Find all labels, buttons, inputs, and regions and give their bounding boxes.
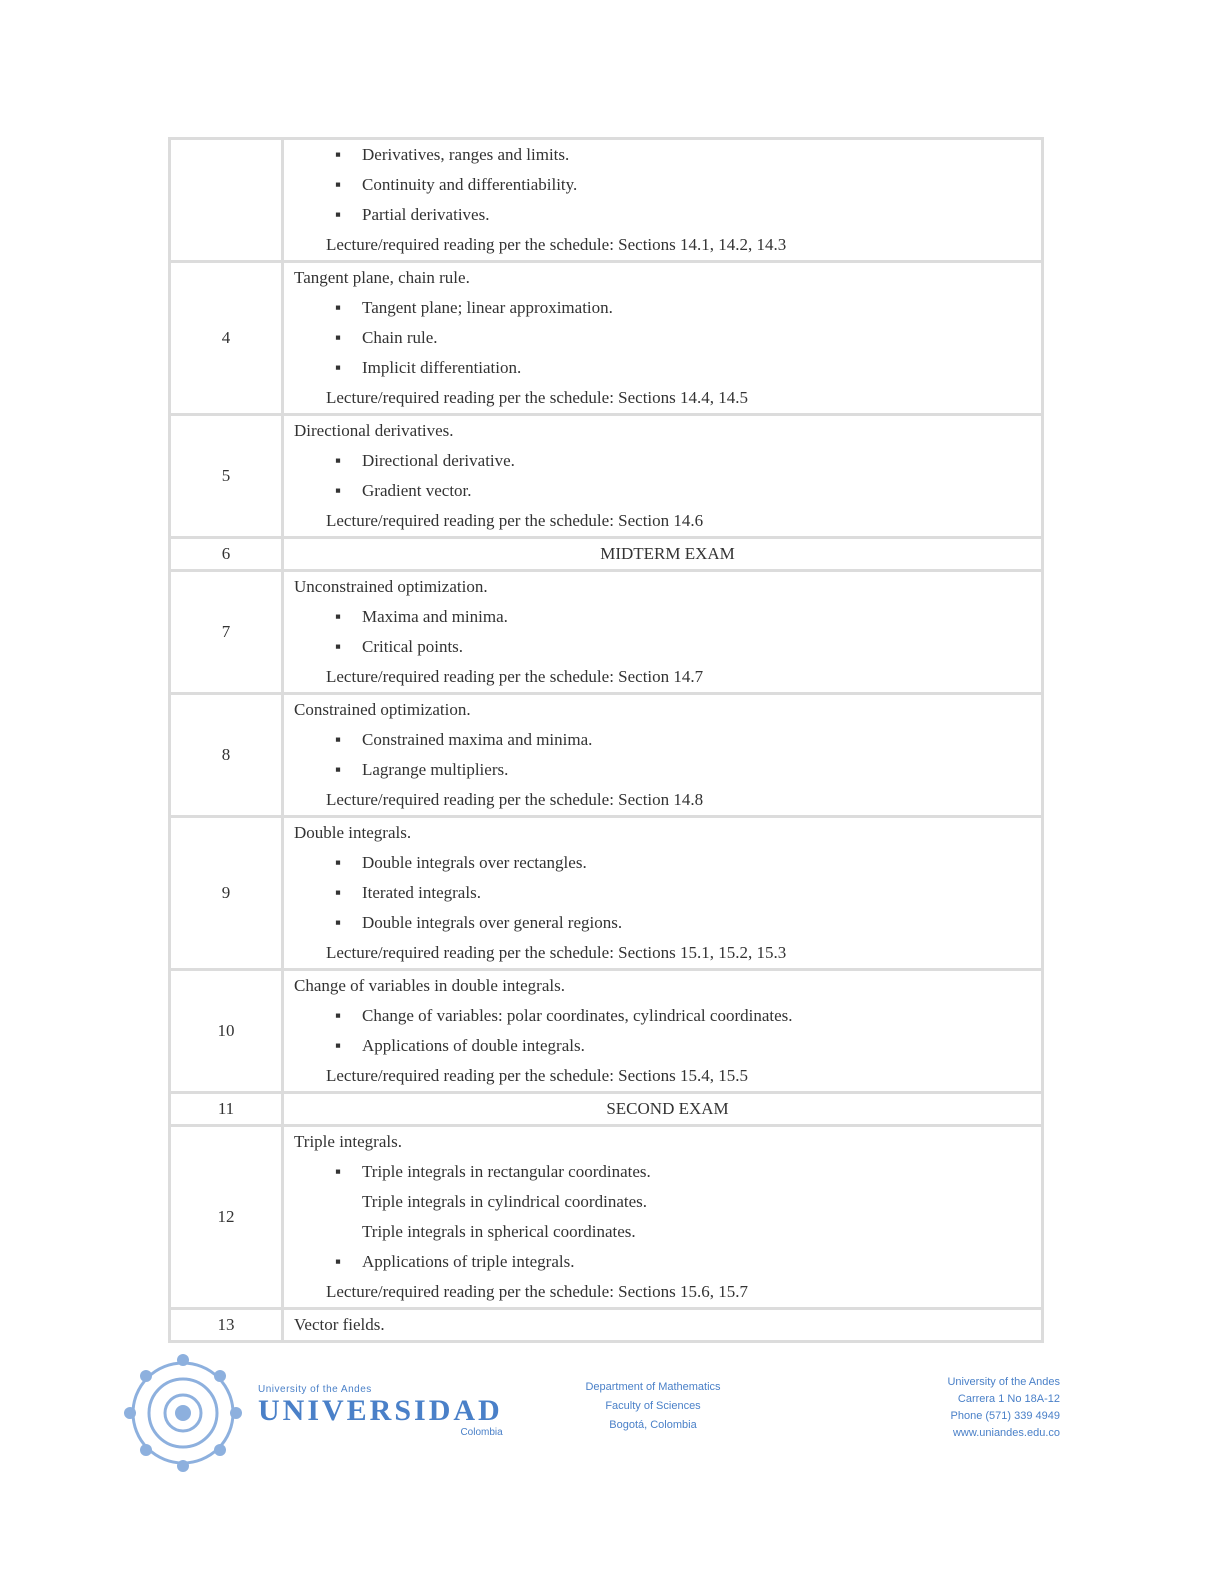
- table-row: [170, 139, 1043, 262]
- bullet-icon: ▪: [334, 205, 342, 224]
- bullet-icon: ▪: [334, 1036, 342, 1055]
- week-number: 6: [170, 538, 283, 571]
- bullet-icon: ▪: [334, 175, 342, 194]
- week-number: 13: [170, 1309, 283, 1342]
- topic-title: Double integrals.: [294, 823, 412, 842]
- topic-title: Constrained optimization.: [294, 700, 471, 719]
- table-row: [170, 1093, 1043, 1126]
- reading-reference: Lecture/required reading per the schedule: Sections 14.1, 14.2, 14.3: [326, 235, 787, 254]
- topic-item-text: Applications of double integrals.: [362, 1036, 585, 1055]
- topic-item: [328, 323, 1041, 353]
- week-number: 9: [170, 817, 283, 970]
- topic-list: [294, 725, 1041, 785]
- table-row: [170, 1126, 1043, 1309]
- reading-reference: Lecture/required reading per the schedule: Section 14.7: [326, 667, 704, 686]
- topic-item: [328, 1187, 1041, 1217]
- topic-item: [328, 1157, 1041, 1187]
- bullet-icon: ▪: [334, 451, 342, 470]
- footer-mid-line: Department of Mathematics: [585, 1381, 721, 1393]
- bullet-icon: ▪: [334, 1006, 342, 1025]
- week-number: 4: [170, 262, 283, 415]
- bullet-icon: ▪: [334, 328, 342, 347]
- topic-item: [328, 878, 1041, 908]
- table-row: [170, 415, 1043, 538]
- bullet-icon: ▪: [334, 1252, 342, 1271]
- topic-item: [328, 140, 1041, 170]
- reading-reference: Lecture/required reading per the schedule: Section 14.6: [326, 511, 704, 530]
- topic-title: Tangent plane, chain rule.: [294, 268, 470, 287]
- topic-title: Triple integrals.: [294, 1132, 402, 1151]
- table-row: [170, 817, 1043, 970]
- week-number: 11: [170, 1093, 283, 1126]
- topic-item-text: Implicit differentiation.: [362, 358, 522, 377]
- week-content: [283, 415, 1043, 538]
- topic-item: [328, 1217, 1041, 1247]
- week-number: 8: [170, 694, 283, 817]
- reading-reference: Lecture/required reading per the schedule: Sections 14.4, 14.5: [326, 388, 749, 407]
- table-row: [170, 538, 1043, 571]
- bullet-icon: ▪: [334, 853, 342, 872]
- bullet-icon: ▪: [334, 1162, 342, 1181]
- topic-item-text: Applications of triple integrals.: [362, 1252, 575, 1271]
- week-content: [283, 817, 1043, 970]
- topic-item-text: Chain rule.: [362, 328, 438, 347]
- topic-title: Unconstrained optimization.: [294, 577, 488, 596]
- week-content: [283, 139, 1043, 262]
- table-row: [170, 571, 1043, 694]
- table-row: [170, 694, 1043, 817]
- table-row: [170, 1309, 1043, 1342]
- topic-item-text: Directional derivative.: [362, 451, 515, 470]
- topic-item-text: Double integrals over rectangles.: [362, 853, 587, 872]
- bullet-icon: ▪: [334, 760, 342, 779]
- topic-item: [328, 602, 1041, 632]
- topic-item-text: Triple integrals in cylindrical coordinates.: [362, 1192, 647, 1211]
- topic-item-text: Partial derivatives.: [362, 205, 490, 224]
- reading-reference: Lecture/required reading per the schedule: Sections 15.4, 15.5: [326, 1066, 749, 1085]
- topic-list: [294, 1001, 1041, 1061]
- footer-address: [860, 1374, 1060, 1442]
- topic-item-text: Derivatives, ranges and limits.: [362, 145, 570, 164]
- university-name: UNIVERSIDAD: [258, 1394, 503, 1427]
- topic-item: [328, 446, 1041, 476]
- bullet-icon: ▪: [334, 298, 342, 317]
- topic-item-text: Constrained maxima and minima.: [362, 730, 593, 749]
- bullet-icon: ▪: [334, 730, 342, 749]
- footer-right-line: University of the Andes: [947, 1376, 1060, 1388]
- page-footer: [0, 1340, 1224, 1480]
- topic-title: Vector fields.: [294, 1315, 385, 1334]
- week-content: [283, 970, 1043, 1093]
- university-small-text: University of the Andes: [258, 1384, 372, 1395]
- university-country: Colombia: [460, 1427, 503, 1438]
- table-row: [170, 262, 1043, 415]
- topic-item: [328, 200, 1041, 230]
- footer-right-line: Phone (571) 339 4949: [950, 1410, 1060, 1422]
- footer-right-line: www.uniandes.edu.co: [952, 1427, 1060, 1439]
- syllabus-table: [168, 137, 1044, 1343]
- week-content: [283, 262, 1043, 415]
- topic-item: [328, 1031, 1041, 1061]
- reading-reference: Lecture/required reading per the schedule: Section 14.8: [326, 790, 704, 809]
- topic-item: [328, 170, 1041, 200]
- topic-list: [294, 140, 1041, 230]
- topic-item-text: Critical points.: [362, 637, 464, 656]
- topic-item: [328, 632, 1041, 662]
- footer-department: [545, 1378, 761, 1435]
- topic-list: [294, 848, 1041, 938]
- bullet-icon: ▪: [334, 637, 342, 656]
- university-seal-icon: [118, 1348, 248, 1478]
- topic-list: [294, 1157, 1041, 1277]
- topic-item-text: Gradient vector.: [362, 481, 472, 500]
- bullet-icon: ▪: [334, 481, 342, 500]
- topic-item: [328, 353, 1041, 383]
- topic-item-text: Iterated integrals.: [362, 883, 481, 902]
- table-row: [170, 970, 1043, 1093]
- footer-mid-line: Bogotá, Colombia: [609, 1419, 697, 1431]
- bullet-icon: ▪: [334, 607, 342, 626]
- topic-item: [328, 476, 1041, 506]
- week-content: [283, 1126, 1043, 1309]
- topic-item: [328, 293, 1041, 323]
- topic-item-text: Continuity and differentiability.: [362, 175, 578, 194]
- week-number: [170, 139, 283, 262]
- bullet-icon: ▪: [334, 358, 342, 377]
- topic-list: [294, 446, 1041, 506]
- topic-title: Change of variables in double integrals.: [294, 976, 565, 995]
- topic-item: [328, 908, 1041, 938]
- week-content: [283, 1309, 1043, 1342]
- week-number: 10: [170, 970, 283, 1093]
- topic-item-text: Triple integrals in rectangular coordinates.: [362, 1162, 651, 1181]
- topic-item: [328, 1001, 1041, 1031]
- week-number: 7: [170, 571, 283, 694]
- topic-item-text: Double integrals over general regions.: [362, 913, 623, 932]
- topic-item-text: Change of variables: polar coordinates, cylindrical coordinates.: [362, 1006, 793, 1025]
- exam-label: MIDTERM EXAM: [283, 538, 1043, 571]
- topic-title: Directional derivatives.: [294, 421, 454, 440]
- footer-mid-line: Faculty of Sciences: [605, 1400, 701, 1412]
- topic-item-text: Maxima and minima.: [362, 607, 508, 626]
- topic-list: [294, 293, 1041, 383]
- reading-reference: Lecture/required reading per the schedule: Sections 15.1, 15.2, 15.3: [326, 943, 787, 962]
- reading-reference: Lecture/required reading per the schedule: Sections 15.6, 15.7: [326, 1282, 749, 1301]
- bullet-icon: ▪: [334, 883, 342, 902]
- week-number: 12: [170, 1126, 283, 1309]
- week-number: 5: [170, 415, 283, 538]
- topic-item-text: Tangent plane; linear approximation.: [362, 298, 613, 317]
- topic-list: [294, 602, 1041, 662]
- exam-label: SECOND EXAM: [283, 1093, 1043, 1126]
- bullet-icon: ▪: [334, 145, 342, 164]
- university-wordmark: [258, 1384, 503, 1438]
- topic-item: [328, 725, 1041, 755]
- week-content: [283, 571, 1043, 694]
- topic-item-text: Lagrange multipliers.: [362, 760, 509, 779]
- topic-item-text: Triple integrals in spherical coordinates.: [362, 1222, 636, 1241]
- topic-item: [328, 848, 1041, 878]
- topic-item: [328, 755, 1041, 785]
- week-content: [283, 694, 1043, 817]
- footer-right-line: Carrera 1 No 18A-12: [957, 1393, 1060, 1405]
- bullet-icon: ▪: [334, 913, 342, 932]
- topic-item: [328, 1247, 1041, 1277]
